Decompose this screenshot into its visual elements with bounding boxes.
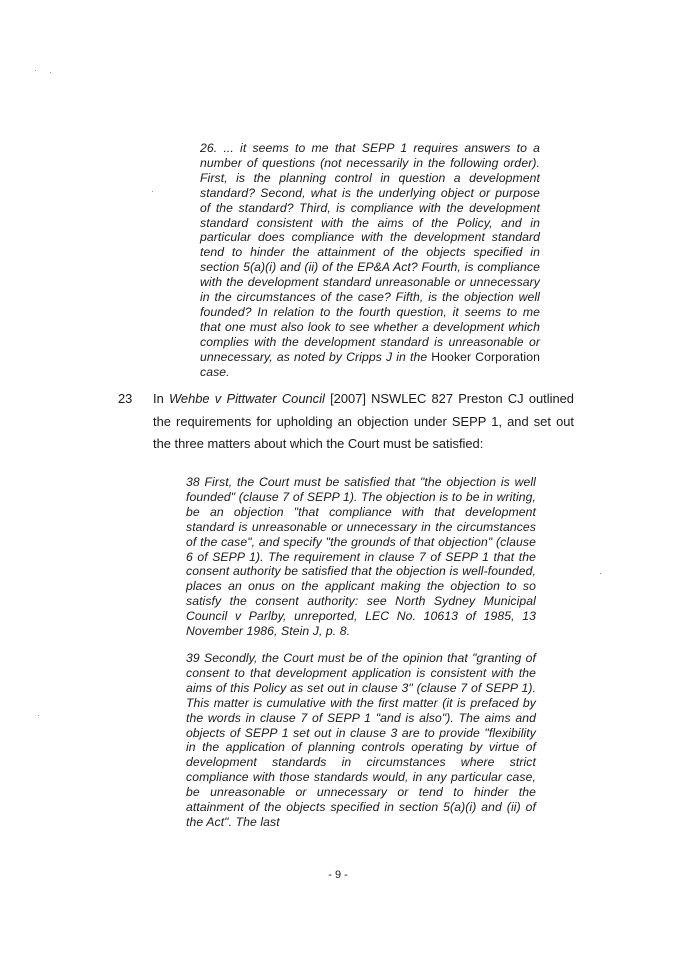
scan-speck xyxy=(152,191,153,192)
paragraph-number: 23 xyxy=(118,391,133,406)
quote-paragraph: 39 Secondly, the Court must be of the opinion that "granting of consent to that development application is consistent with the aims of this Policy as set out in clause 3" (clause 7 of SEPP 1). This matter is cumulative with the first matter (it is prefaced by the words in clause 7 of SEPP 1 "and is also"). The aims and objects of SEPP 1 set out in clause 3 are to provide "flexibility in the application of planning controls operating by virtue of development standards in circumstances where strict compliance with those standards would, in any particular case, be unreasonable or unnecessary or tend to hinder the attainment of the objects specified in section 5(a)(i) and (ii) of the Act". The last xyxy=(186,651,536,829)
scan-speck xyxy=(35,70,36,71)
block-quote-para-38 xyxy=(186,475,536,639)
scan-speck xyxy=(50,72,51,73)
body-paragraph-23 xyxy=(153,388,574,456)
quote-text: 26. ... it seems to me that SEPP 1 requires answers to a number of questions (not necessarily in the following order). First, is the planning control in question a development standard? Second, what is the underlying object or purpose of the standard? Third, is compliance with the development standard consistent with the aims of the Policy, and in particular does compliance with the development standard tend to hinder the attainment of the objects specified in section 5(a)(i) and (ii) of the EP&A Act? Fourth, is compliance with the development standard unreasonable or unnecessary in the circumstances of the case? Fifth, is the objection well founded? In relation to the fourth question, it seems to me that one must also look to see whether a development which complies with the development standard is unreasonable or unnecessary, as noted by Cripps J in the xyxy=(200,141,540,364)
scan-speck xyxy=(38,715,39,716)
quote-paragraph: 38 First, the Court must be satisfied that "the objection is well founded" (clause 7 of SEPP 1). The objection is to be in writing, be an objection "that compliance with that development standard is unreasonable or unnecessary in the circumstances of the case", and specify "the grounds of that objection" (clause 6 of SEPP 1). The requirement in clause 7 of SEPP 1 that the consent authority be satisfied that the objection is well-founded, places an onus on the applicant making the objection to so satisfy the consent authority: see North Sydney Municipal Council v Parlby, unreported, LEC No. 10613 of 1985, 13 November 1986, Stein J, p. 8. xyxy=(186,475,536,639)
paragraph-text: In xyxy=(153,391,164,406)
case-name: Hooker Corporation xyxy=(431,349,540,364)
scan-speck xyxy=(600,573,601,574)
block-quote-para-26 xyxy=(200,141,540,380)
quote-paragraph xyxy=(200,141,540,380)
paragraph-text: [2007] NSWLEC 827 Preston CJ outlined the requirements for upholding an objection under SEPP 1, and set out the three matters about which the Court must be satisfied: xyxy=(153,391,574,451)
case-name: Wehbe v Pittwater Council xyxy=(168,391,325,406)
page-number: - 9 - xyxy=(328,869,348,881)
quote-text: case. xyxy=(200,364,230,379)
block-quote-para-39 xyxy=(186,651,536,830)
